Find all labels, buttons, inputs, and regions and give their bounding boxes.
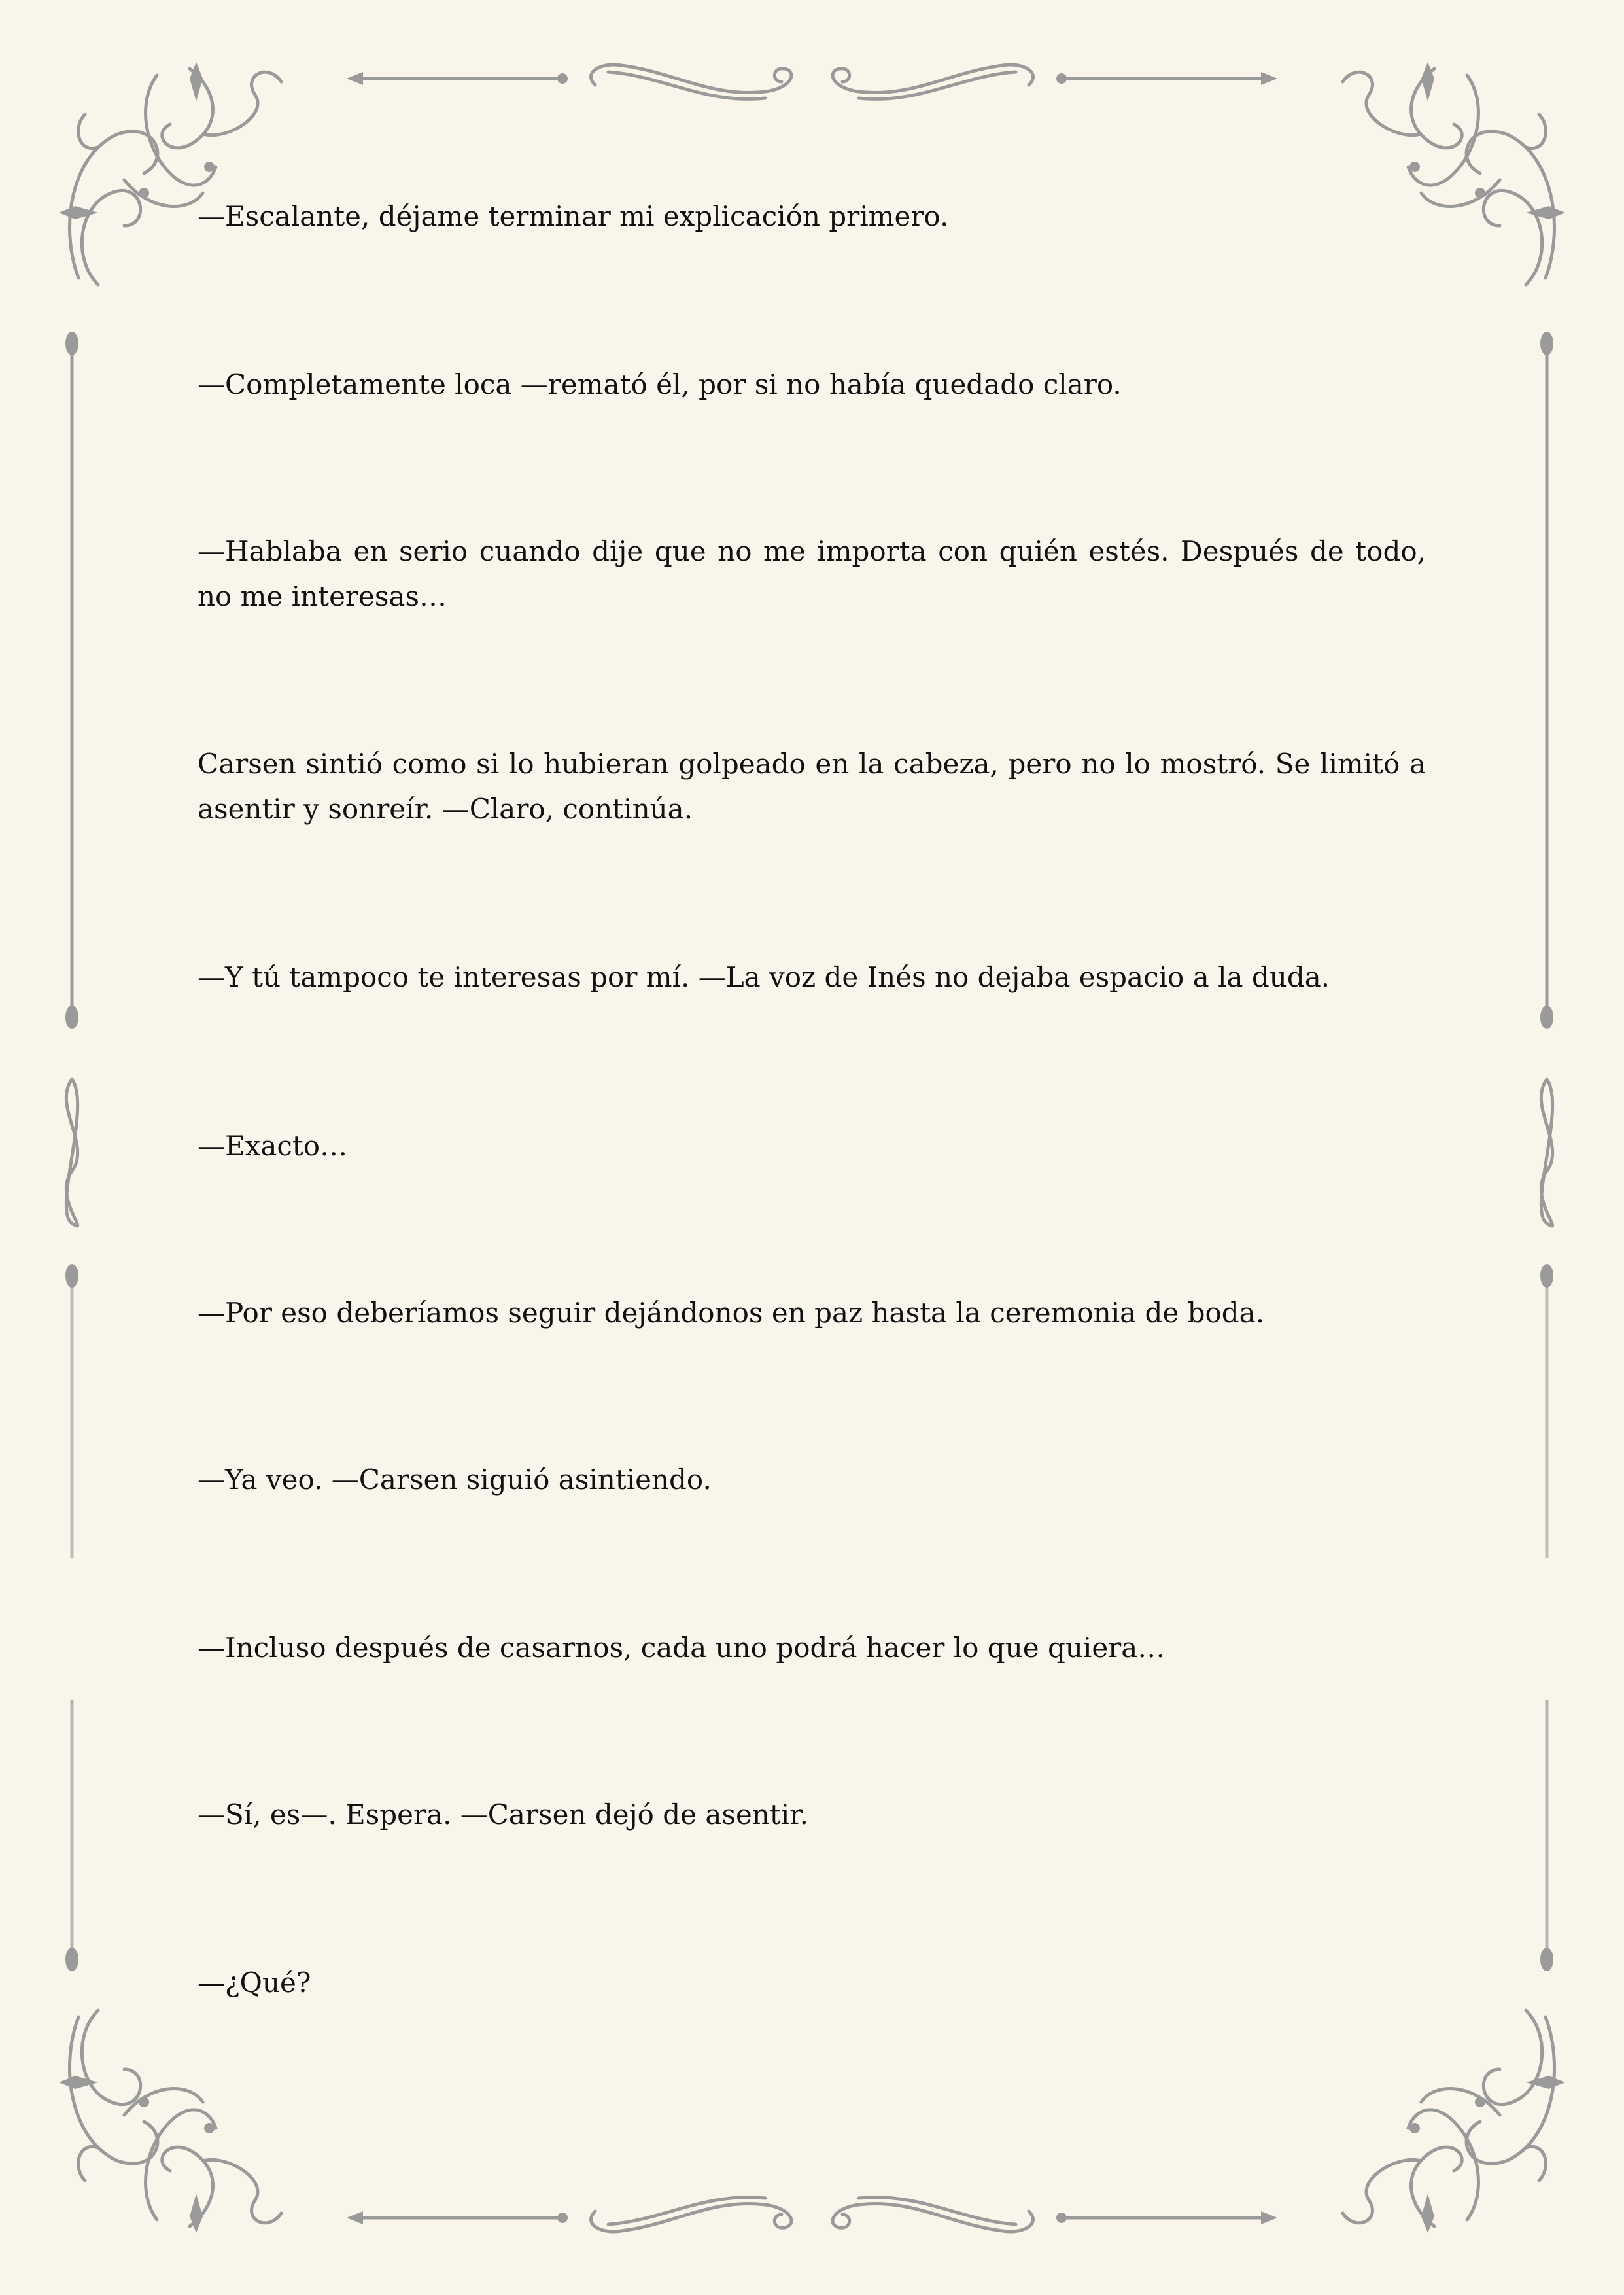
- corner-ornament-top-right: [1323, 62, 1565, 291]
- paragraph: —Y tú tampoco te interesas por mí. —La voz de Inés no dejaba espacio a la duda.: [198, 961, 1330, 993]
- paragraph: —Por eso deberíamos seguir dejándonos en paz hasta la ceremonia de boda.: [198, 1297, 1265, 1329]
- corner-ornament-top-left: [59, 62, 301, 291]
- bottom-flourish-divider: [347, 2185, 1277, 2237]
- corner-ornament-bottom-left: [59, 2004, 301, 2233]
- right-border-rail: [1530, 327, 1563, 1976]
- paragraph: Carsen sintió como si lo hubieran golpeado en la cabeza, pero no lo mostró. Se limitó a asentir y sonreír. —Claro, continúa.: [198, 748, 1426, 825]
- top-flourish-divider: [347, 59, 1277, 111]
- paragraph: —Escalante, déjame terminar mi explicación primero.: [198, 200, 949, 232]
- left-border-rail: [56, 327, 88, 1976]
- paragraph: —Sí, es—. Espera. —Carsen dejó de asentir.: [198, 1798, 808, 1831]
- paragraph: —Exacto…: [198, 1130, 348, 1162]
- paragraph: —¿Qué?: [198, 1967, 311, 1999]
- paragraph: —Incluso después de casarnos, cada uno podrá hacer lo que quiera…: [198, 1632, 1166, 1664]
- paragraph: —Ya veo. —Carsen siguió asintiendo.: [198, 1463, 712, 1496]
- paragraph: —Hablaba en serio cuando dije que no me importa con quién estés. Después de todo, no me interesas…: [198, 535, 1426, 612]
- corner-ornament-bottom-right: [1323, 2004, 1565, 2233]
- paragraph: —Completamente loca —remató él, por si no había quedado claro.: [198, 368, 1122, 400]
